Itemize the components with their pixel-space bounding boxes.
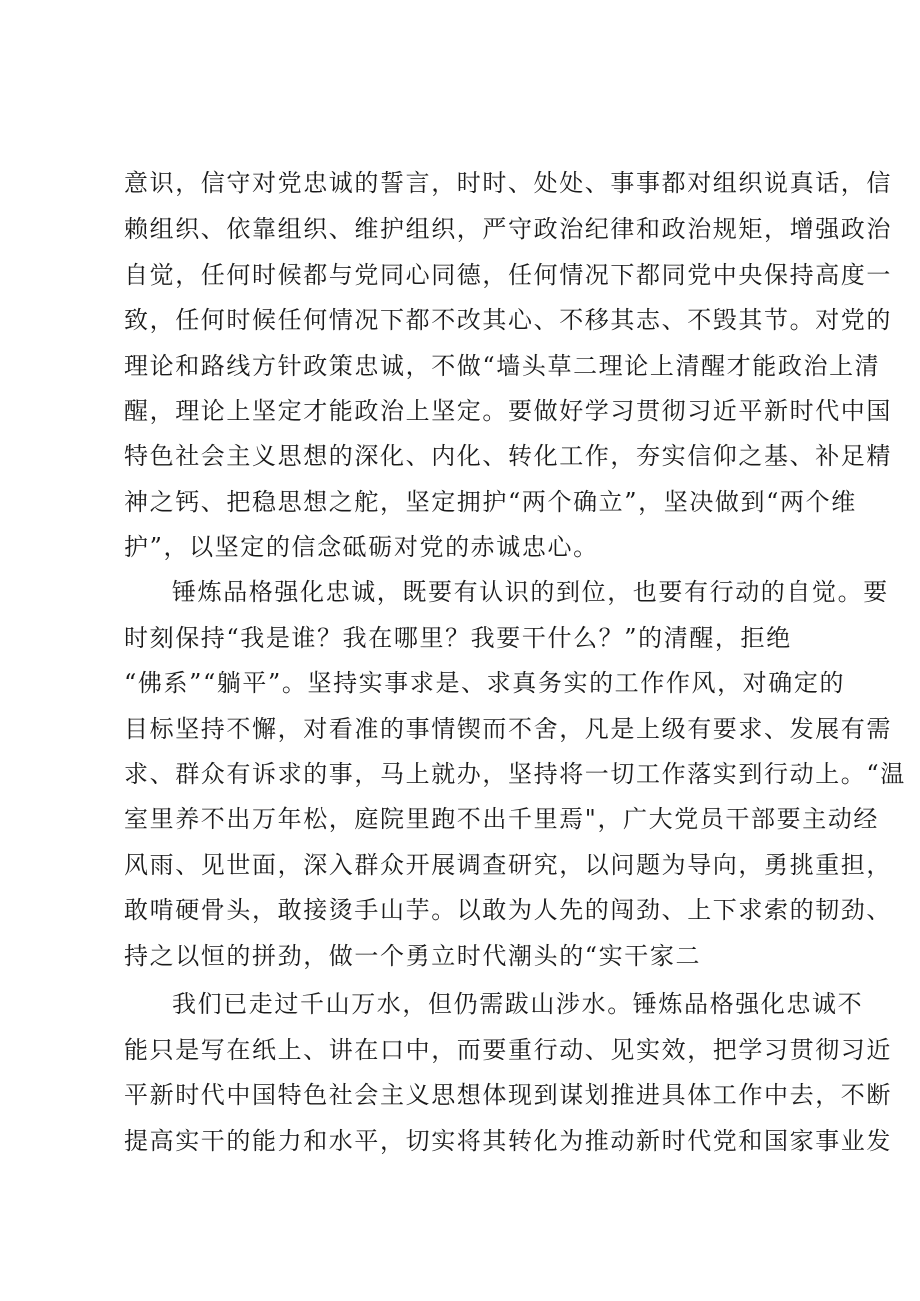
text-line: 护”，以坚定的信念砥砺对党的赤诚忠心。 — [124, 533, 599, 561]
text-line: 求、群众有诉求的事，马上就办，坚持将一切工作落实到行动上。“温 — [124, 760, 906, 788]
text-line: 持之以恒的拼劲，做一个勇立时代潮头的“实干家二 — [124, 942, 702, 970]
text-line: 平新时代中国特色社会主义思想体现到谋划推进具体工作中去，不断 — [124, 1081, 892, 1109]
text-line: 神之钙、把稳思想之舵，坚定拥护“两个确立”，坚决做到“两个维 — [124, 488, 857, 516]
text-line: 室里养不出万年松，庭院里跑不出千里焉"，广大党员干部要主动经 — [124, 805, 880, 833]
text-line: 致，任何时候任何情况下都不改其心、不移其志、不毁其节。对党的 — [124, 306, 892, 334]
text-line: “佛系”“躺平”。坚持实事求是、求真务实的工作作风，对确定的 — [124, 669, 846, 697]
text-line: 敢啃硬骨头，敢接烫手山芋。以敢为人先的闯劲、上下求索的韧劲、 — [124, 896, 892, 924]
text-line: 自觉，任何时候都与党同心同德，任何情况下都同党中央保持高度一 — [124, 261, 892, 289]
text-line: 理论和路线方针政策忠诚，不做“墙头草二理论上清醒才能政治上清 — [124, 352, 881, 380]
text-line: 能只是写在纸上、讲在口中，而要重行动、见实效，把学习贯彻习近 — [124, 1036, 892, 1064]
text-line: 意识，信守对党忠诚的誓言，时时、处处、事事都对组织说真话，信 — [124, 169, 892, 197]
paragraph-first-line: 锤炼品格强化忠诚，既要有认识的到位，也要有行动的自觉。要 — [172, 578, 889, 606]
text-line: 风雨、见世面，深入群众开展调查研究，以问题为导向，勇挑重担， — [124, 851, 892, 879]
text-line: 目标坚持不懈，对看准的事情锲而不舍，凡是上级有要求、发展有需 — [124, 715, 892, 743]
text-line: 时刻保持“我是谁？我在哪里？我要干什么？”的清醒，拒绝 — [124, 624, 792, 652]
text-line: 醒，理论上坚定才能政治上坚定。要做好学习贯彻习近平新时代中国 — [124, 397, 892, 425]
text-line: 赖组织、依靠组织、维护组织，严守政治纪律和政治规矩，增强政治 — [124, 215, 892, 243]
paragraph-first-line: 我们已走过千山万水，但仍需跋山涉水。锤炼品格强化忠诚不 — [172, 990, 864, 1018]
text-line: 特色社会主义思想的深化、内化、转化工作，夯实信仰之基、补足精 — [124, 442, 892, 470]
text-line: 提高实干的能力和水平，切实将其转化为推动新时代党和国家事业发 — [124, 1127, 892, 1155]
